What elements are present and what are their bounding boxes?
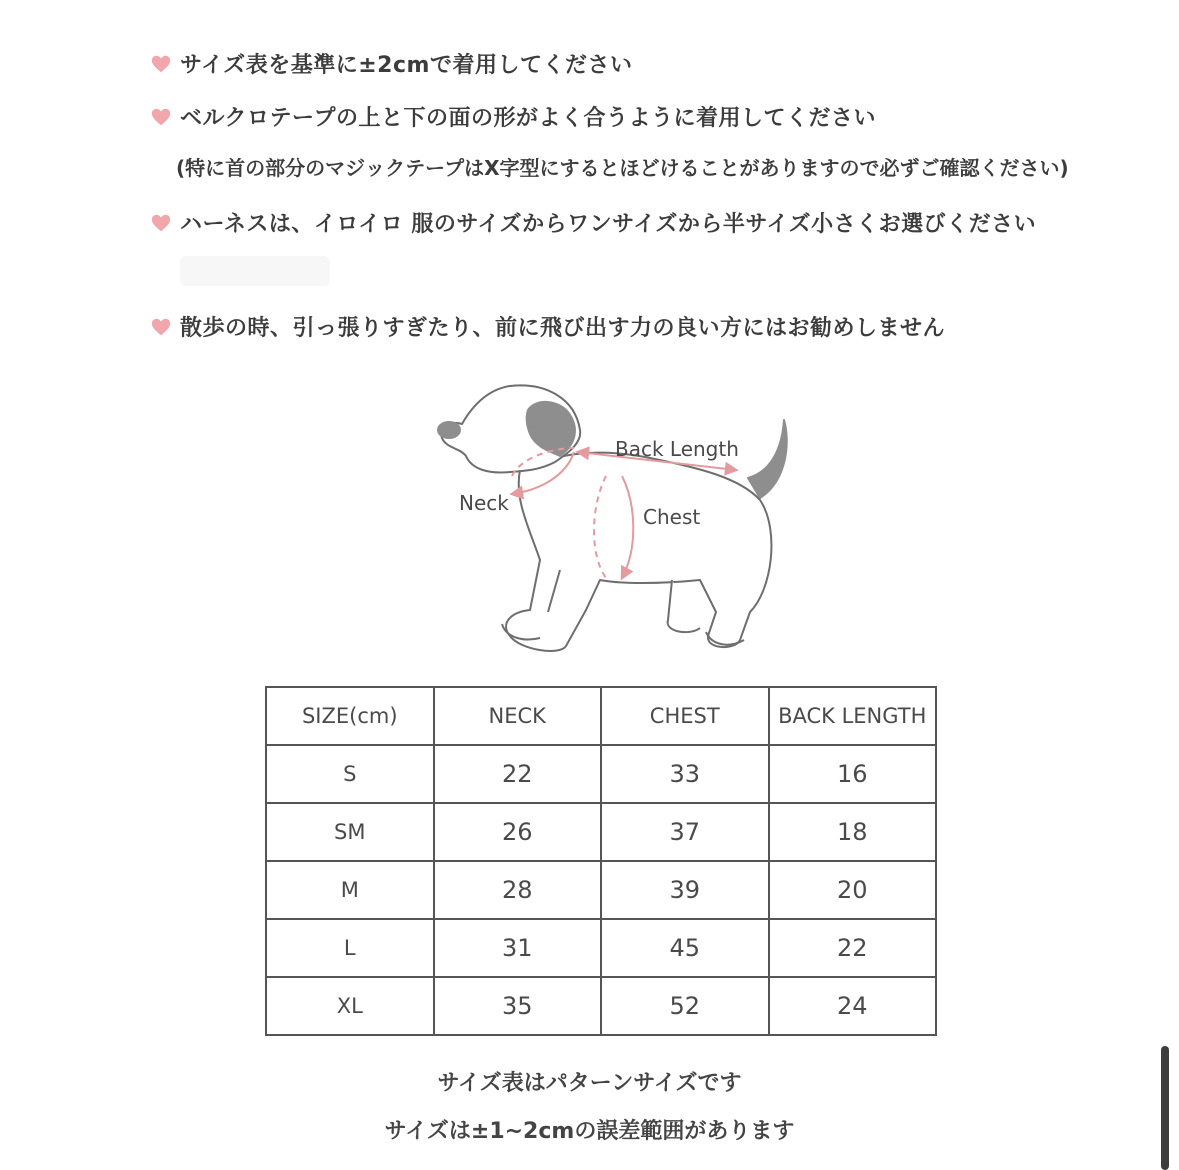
neck-cell: 26 — [434, 803, 602, 861]
header-back-length: BACK LENGTH — [769, 687, 937, 745]
note-3 — [150, 207, 1036, 238]
back-length-cell: 16 — [769, 745, 937, 803]
size-cell: SM — [266, 803, 434, 861]
chest-label: Chest — [643, 505, 701, 529]
note-text: ハーネスは、イロイロ 服のサイズからワンサイズから半サイズ小さくお選びください — [180, 212, 1037, 237]
neck-label: Neck — [459, 491, 509, 515]
neck-cell: 31 — [434, 919, 602, 977]
faded-placeholder — [180, 256, 330, 286]
note-text: サイズ表を基準に±2cmで着用してください — [180, 53, 633, 78]
size-cell: XL — [266, 977, 434, 1035]
chest-cell: 39 — [601, 861, 769, 919]
scrollbar-thumb[interactable] — [1161, 1046, 1169, 1170]
size-table — [265, 686, 937, 1036]
table-row — [266, 745, 936, 803]
back-length-cell: 20 — [769, 861, 937, 919]
back-length-cell: 22 — [769, 919, 937, 977]
chest-cell: 52 — [601, 977, 769, 1035]
header-chest: CHEST — [601, 687, 769, 745]
note-1 — [150, 48, 632, 79]
back-length-cell: 24 — [769, 977, 937, 1035]
note-2-detail: (特に首の部分のマジックテープはX字型にするとほどけることがありますので必ずご確認ください) — [176, 156, 1069, 180]
header-neck: NECK — [434, 687, 602, 745]
dog-outline — [438, 385, 787, 651]
note-2 — [150, 101, 876, 132]
table-row — [266, 977, 936, 1035]
footer-line-1: サイズ表はパターンサイズです — [437, 1071, 742, 1096]
heart-icon — [150, 316, 172, 338]
header-size: SIZE(cm) — [266, 687, 434, 745]
note-text: 散歩の時、引っ張りすぎたり、前に飛び出す力の良い方にはお勧めしません — [180, 316, 946, 341]
chest-cell: 45 — [601, 919, 769, 977]
footer-line-2: サイズは±1~2cmの誤差範囲があります — [384, 1119, 795, 1144]
table-header-row — [266, 687, 936, 745]
back-length-cell: 18 — [769, 803, 937, 861]
note-4 — [150, 311, 945, 342]
table-row — [266, 803, 936, 861]
table-row — [266, 861, 936, 919]
size-cell: M — [266, 861, 434, 919]
heart-icon — [150, 106, 172, 128]
neck-cell: 28 — [434, 861, 602, 919]
neck-cell: 35 — [434, 977, 602, 1035]
heart-icon — [150, 212, 172, 234]
table-row — [266, 919, 936, 977]
back-length-label: Back Length — [615, 437, 739, 461]
note-text: ベルクロテープの上と下の面の形がよく合うように着用してください — [180, 106, 876, 131]
neck-cell: 22 — [434, 745, 602, 803]
size-cell: L — [266, 919, 434, 977]
size-cell: S — [266, 745, 434, 803]
chest-cell: 33 — [601, 745, 769, 803]
dog-measurement-diagram — [430, 378, 810, 668]
chest-cell: 37 — [601, 803, 769, 861]
heart-icon — [150, 53, 172, 75]
